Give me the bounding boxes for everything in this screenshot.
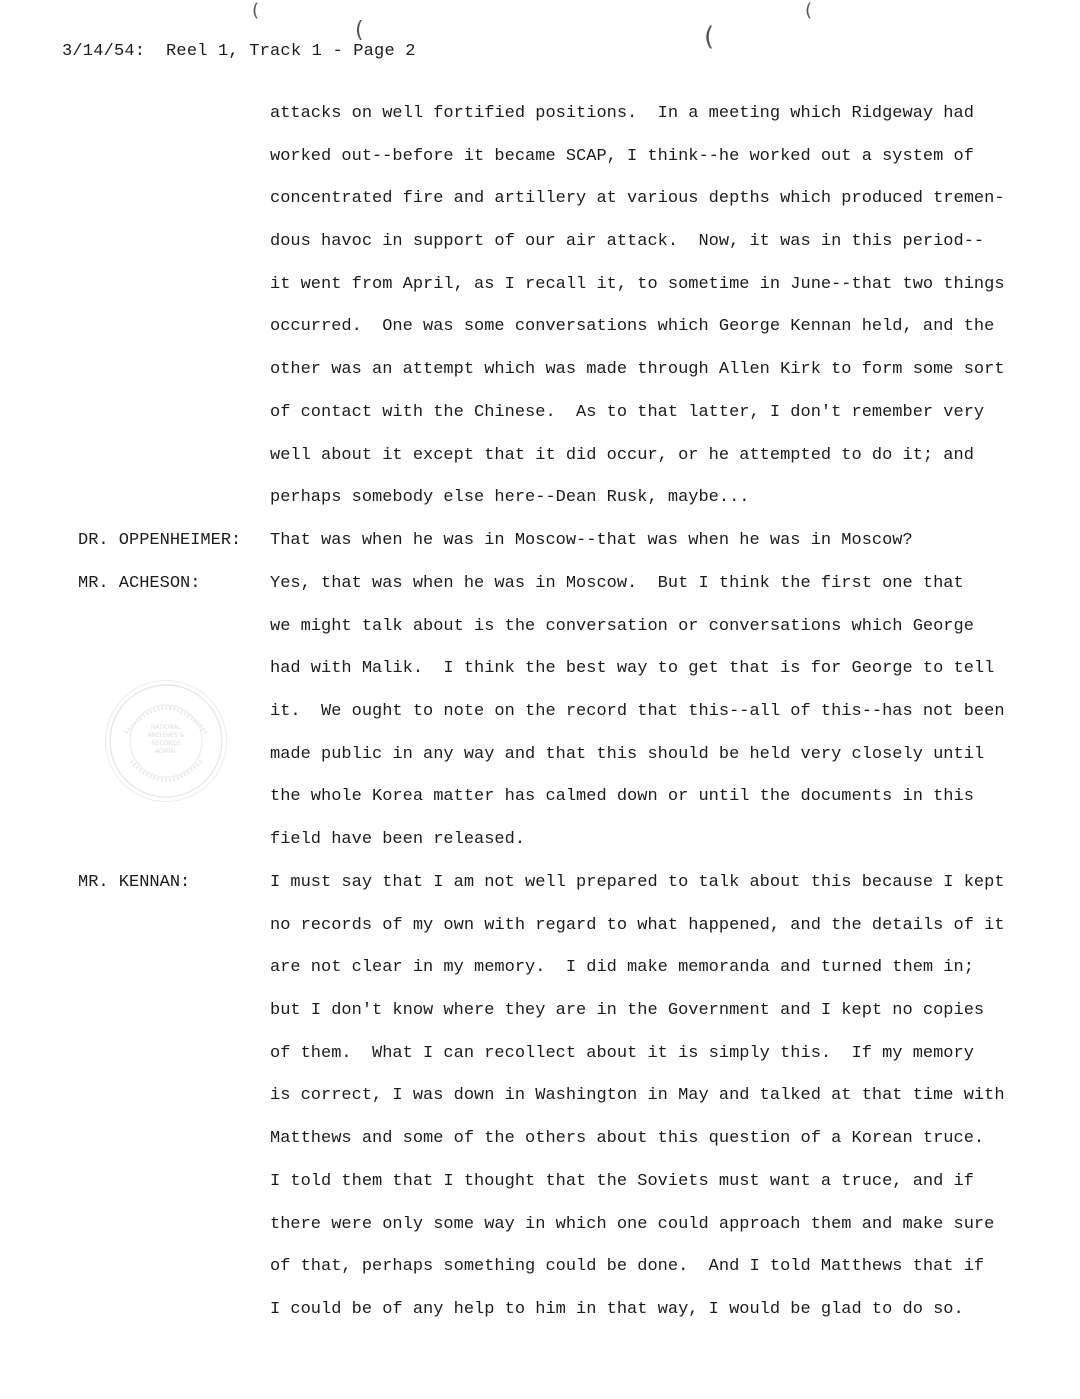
text-line: it. We ought to note on the record that this--all of this--has not been xyxy=(270,702,1005,722)
library-seal-stamp xyxy=(105,680,227,802)
paragraph-continuation xyxy=(270,93,1060,520)
text-line: concentrated fire and artillery at various depths which produced tremen- xyxy=(270,189,1005,209)
svg-text:NATIONAL: NATIONAL xyxy=(150,724,182,731)
text-line: I could be of any help to him in that way, I would be glad to do so. xyxy=(270,1299,964,1319)
text-line: the whole Korea matter has calmed down or until the documents in this xyxy=(270,787,974,807)
text-line: is correct, I was down in Washington in May and talked at that time with xyxy=(270,1086,1005,1106)
svg-text:ARCHIVES &: ARCHIVES & xyxy=(147,732,185,739)
text-line: there were only some way in which one could approach them and make sure xyxy=(270,1214,995,1234)
paragraph-oppenheimer xyxy=(270,520,1060,563)
text-line: of contact with the Chinese. As to that latter, I don't remember very xyxy=(270,402,985,422)
text-line: well about it except that it did occur, or he attempted to do it; and xyxy=(270,445,974,465)
text-line: are not clear in my memory. I did make memoranda and turned them in; xyxy=(270,958,974,978)
paragraph-acheson xyxy=(270,563,1060,862)
scan-mark: ( xyxy=(704,22,715,52)
text-line: occurred. One was some conversations which George Kennan held, and the xyxy=(270,317,995,337)
speaker-label-kennan: MR. KENNAN: xyxy=(78,873,191,892)
text-line: Matthews and some of the others about this question of a Korean truce. xyxy=(270,1129,985,1149)
text-line: dous havoc in support of our air attack. Now, it was in this period-- xyxy=(270,232,985,252)
text-line: worked out--before it became SCAP, I think--he worked out a system of xyxy=(270,146,974,166)
text-line: perhaps somebody else here--Dean Rusk, maybe... xyxy=(270,488,750,508)
text-line: had with Malik. I think the best way to get that is for George to tell xyxy=(270,659,995,679)
text-line: I must say that I am not well prepared to talk about this because I kept xyxy=(270,873,1005,892)
library-seal-icon xyxy=(106,681,226,801)
text-line: of that, perhaps something could be done. And I told Matthews that if xyxy=(270,1257,985,1277)
text-line: Yes, that was when he was in Moscow. But I think the first one that xyxy=(270,574,964,593)
text-line: no records of my own with regard to what happened, and the details of it xyxy=(270,915,1005,935)
text-line: other was an attempt which was made through Allen Kirk to form some sort xyxy=(270,360,1005,380)
text-line: field have been released. xyxy=(270,830,526,850)
text-line: but I don't know where they are in the Government and I kept no copies xyxy=(270,1001,985,1021)
scan-mark: ( xyxy=(355,18,364,43)
paragraph-kennan xyxy=(270,862,1060,1332)
text-line: attacks on well fortified positions. In a meeting which Ridgeway had xyxy=(270,104,974,123)
scan-mark: ( xyxy=(805,0,813,21)
svg-text:ADMIN.: ADMIN. xyxy=(154,748,178,755)
text-line: That was when he was in Moscow--that was when he was in Moscow? xyxy=(270,531,913,550)
scan-mark: ( xyxy=(252,0,260,21)
text-line: we might talk about is the conversation or conversations which George xyxy=(270,616,974,636)
text-line: I told them that I thought that the Soviets must want a truce, and if xyxy=(270,1171,974,1191)
text-line: of them. What I can recollect about it is simply this. If my memory xyxy=(270,1043,974,1063)
svg-text:RECORDS: RECORDS xyxy=(151,740,181,747)
page-header: 3/14/54: Reel 1, Track 1 - Page 2 xyxy=(62,42,416,61)
speaker-label-acheson: MR. ACHESON: xyxy=(78,574,201,593)
text-line: made public in any way and that this should be held very closely until xyxy=(270,744,985,764)
speaker-label-oppenheimer: DR. OPPENHEIMER: xyxy=(78,531,242,550)
text-line: it went from April, as I recall it, to sometime in June--that two things xyxy=(270,274,1005,294)
